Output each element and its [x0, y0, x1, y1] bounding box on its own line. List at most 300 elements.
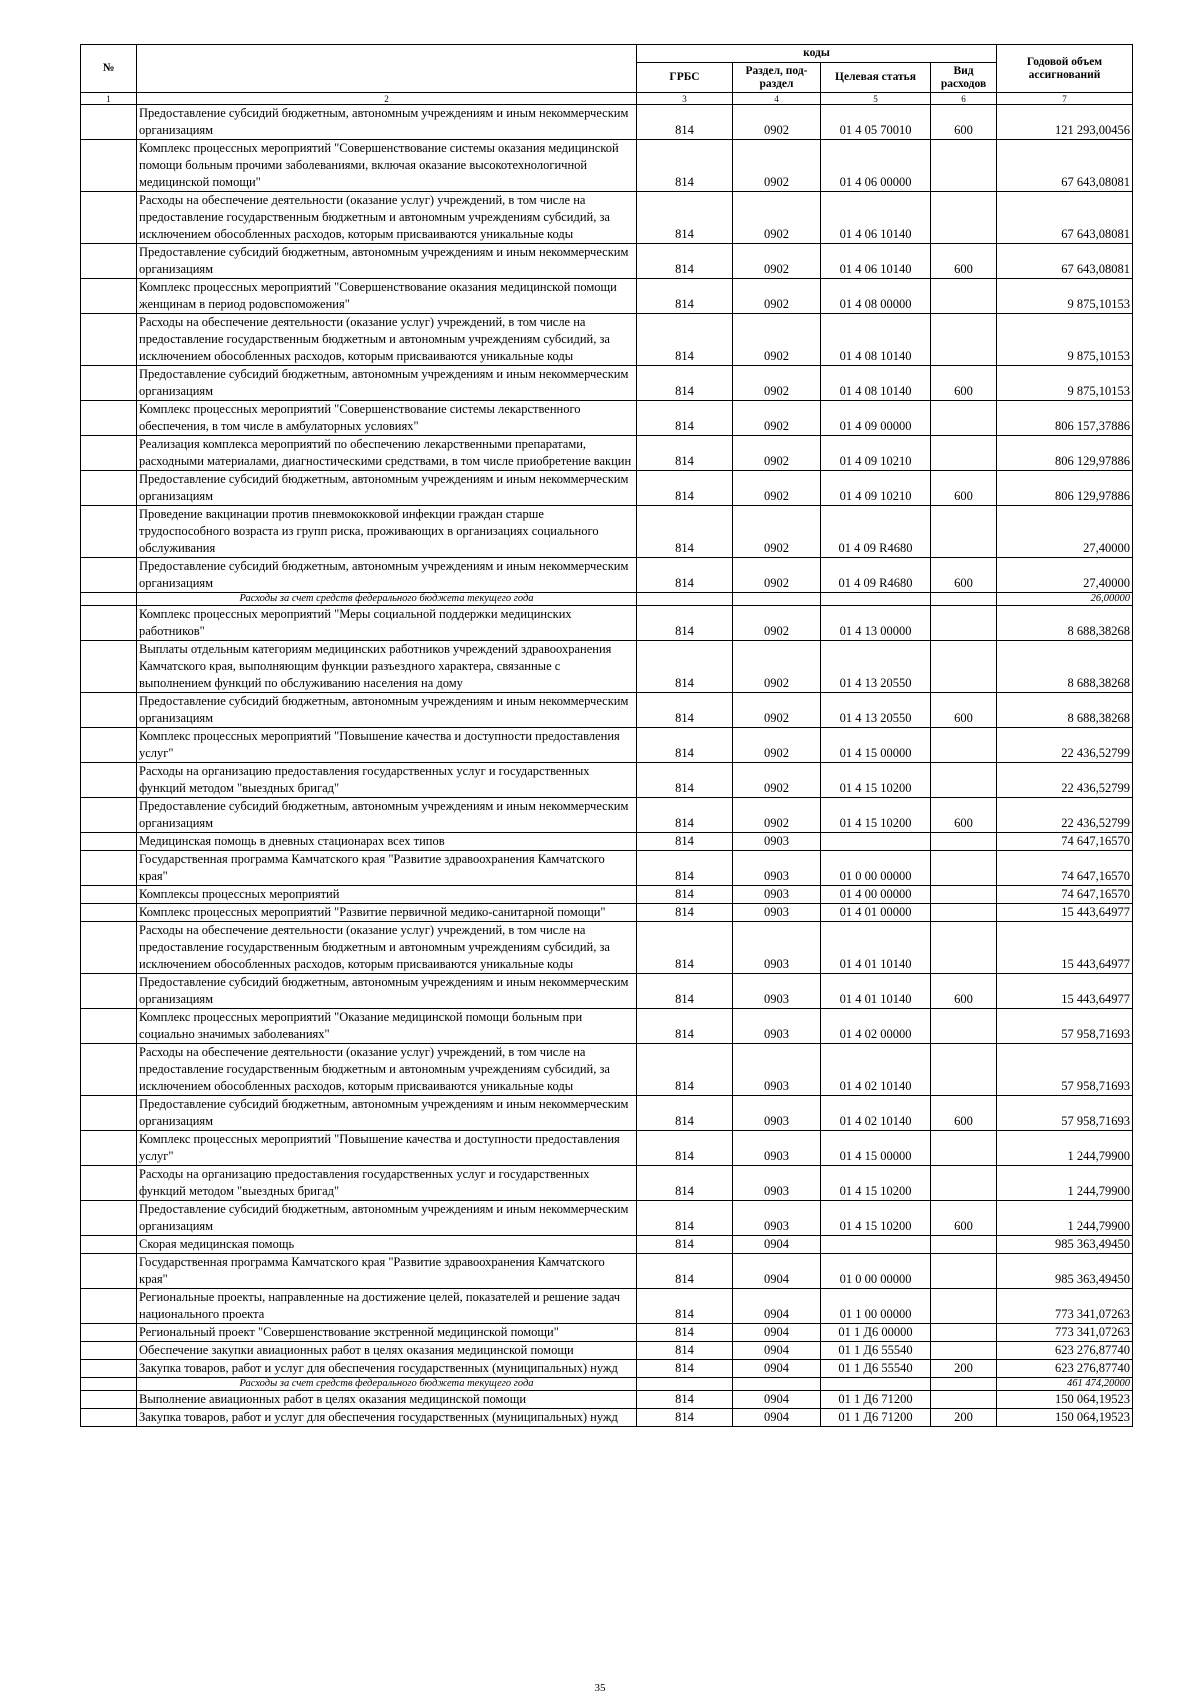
cell-no [81, 244, 137, 279]
cell-no [81, 593, 137, 606]
table-row [81, 1201, 1133, 1236]
cell-section: 0902 [733, 606, 821, 641]
cell-kind [931, 904, 997, 922]
cell-section: 0902 [733, 506, 821, 558]
cell-kind: 600 [931, 798, 997, 833]
cell-target: 01 4 01 10140 [821, 922, 931, 974]
cell-no [81, 1236, 137, 1254]
cell-name: Расходы на обеспечение деятельности (оказание услуг) учреждений, в том числе на предоставление государственным бюджетным и автономным учреждениям субсидий, за исключением обособленных расходов, которым присваиваются уникальные коды [137, 314, 637, 366]
cell-name: Выполнение авиационных работ в целях оказания медицинской помощи [137, 1391, 637, 1409]
cell-kind [931, 1044, 997, 1096]
cell-grbs: 814 [637, 693, 733, 728]
cell-target: 01 1 Д6 55540 [821, 1342, 931, 1360]
table-row [81, 401, 1133, 436]
cell-target: 01 4 06 10140 [821, 192, 931, 244]
cell-no [81, 558, 137, 593]
cell-section: 0903 [733, 851, 821, 886]
cell-section: 0902 [733, 401, 821, 436]
cell-sum: 623 276,87740 [997, 1342, 1133, 1360]
cell-kind [931, 1254, 997, 1289]
cell-grbs: 814 [637, 140, 733, 192]
table-row [81, 922, 1133, 974]
cell-grbs: 814 [637, 1044, 733, 1096]
cell-target: 01 4 15 10200 [821, 798, 931, 833]
cell-kind: 600 [931, 366, 997, 401]
cell-grbs: 814 [637, 728, 733, 763]
cell-kind [931, 1009, 997, 1044]
cell-name: Комплекс процессных мероприятий "Повышение качества и доступности предоставления услуг" [137, 728, 637, 763]
cell-no [81, 798, 137, 833]
cell-sum: 15 443,64977 [997, 974, 1133, 1009]
cell-name: Закупка товаров, работ и услуг для обеспечения государственных (муниципальных) нужд [137, 1409, 637, 1427]
cell-name: Предоставление субсидий бюджетным, автономным учреждениям и иным некоммерческим организациям [137, 366, 637, 401]
cell-section: 0904 [733, 1236, 821, 1254]
cell-grbs: 814 [637, 886, 733, 904]
header-grbs: ГРБС [637, 63, 733, 93]
cell-name: Региональный проект "Совершенствование экстренной медицинской помощи" [137, 1324, 637, 1342]
cell-name: Обеспечение закупки авиационных работ в целях оказания медицинской помощи [137, 1342, 637, 1360]
cell-no [81, 641, 137, 693]
cell-sum: 8 688,38268 [997, 606, 1133, 641]
cell-grbs: 814 [637, 922, 733, 974]
cell-section: 0904 [733, 1289, 821, 1324]
cell-section: 0903 [733, 1166, 821, 1201]
cell-target: 01 4 13 00000 [821, 606, 931, 641]
cell-name: Предоставление субсидий бюджетным, автономным учреждениям и иным некоммерческим организациям [137, 974, 637, 1009]
cell-target: 01 1 Д6 00000 [821, 1324, 931, 1342]
cell-sum: 985 363,49450 [997, 1236, 1133, 1254]
cell-no [81, 140, 137, 192]
cell-no [81, 606, 137, 641]
cell-no [81, 1254, 137, 1289]
cell-grbs: 814 [637, 1131, 733, 1166]
cell-name: Предоставление субсидий бюджетным, автономным учреждениям и иным некоммерческим организациям [137, 1096, 637, 1131]
cell-name: Предоставление субсидий бюджетным, автономным учреждениям и иным некоммерческим организациям [137, 471, 637, 506]
cell-grbs: 814 [637, 606, 733, 641]
cell-name: Комплекс процессных мероприятий "Повышение качества и доступности предоставления услуг" [137, 1131, 637, 1166]
cell-no [81, 314, 137, 366]
cell-target: 01 4 06 10140 [821, 244, 931, 279]
cell-kind: 600 [931, 1201, 997, 1236]
cell-target: 01 4 15 10200 [821, 763, 931, 798]
cell-no [81, 1289, 137, 1324]
cell-grbs: 814 [637, 1096, 733, 1131]
cell-kind [931, 606, 997, 641]
cell-grbs: 814 [637, 833, 733, 851]
cell-section: 0902 [733, 763, 821, 798]
cell-section: 0904 [733, 1324, 821, 1342]
cell-kind [931, 833, 997, 851]
cell-target: 01 4 00 00000 [821, 886, 931, 904]
table-row [81, 366, 1133, 401]
cell-kind [931, 1391, 997, 1409]
cell-grbs: 814 [637, 105, 733, 140]
table-row [81, 1360, 1133, 1378]
cell-no [81, 693, 137, 728]
cell-grbs: 814 [637, 471, 733, 506]
cell-section: 0903 [733, 1009, 821, 1044]
cell-sum: 67 643,08081 [997, 140, 1133, 192]
cell-target: 01 4 09 00000 [821, 401, 931, 436]
cell-section: 0902 [733, 244, 821, 279]
cell-no [81, 1378, 137, 1391]
table-row [81, 606, 1133, 641]
cell-section: 0902 [733, 728, 821, 763]
cell-name: Комплексы процессных мероприятий [137, 886, 637, 904]
table-row [81, 1324, 1133, 1342]
cell-sum: 67 643,08081 [997, 192, 1133, 244]
cell-name: Расходы за счет средств федерального бюджета текущего года [137, 593, 637, 606]
cell-kind: 200 [931, 1409, 997, 1427]
cell-section: 0903 [733, 1044, 821, 1096]
cell-target: 01 0 00 00000 [821, 851, 931, 886]
cell-grbs: 814 [637, 851, 733, 886]
cell-kind [931, 1166, 997, 1201]
cell-section: 0904 [733, 1254, 821, 1289]
cell-sum: 9 875,10153 [997, 366, 1133, 401]
cell-section: 0903 [733, 1096, 821, 1131]
cell-target: 01 4 01 00000 [821, 904, 931, 922]
cell-kind [931, 1324, 997, 1342]
cell-no [81, 1409, 137, 1427]
cell-target: 01 4 02 10140 [821, 1096, 931, 1131]
table-body [81, 105, 1133, 1427]
cell-target: 01 4 15 00000 [821, 728, 931, 763]
cell-target: 01 4 09 R4680 [821, 506, 931, 558]
cell-sum: 57 958,71693 [997, 1009, 1133, 1044]
cell-sum: 461 474,20000 [997, 1378, 1133, 1391]
cell-section: 0903 [733, 922, 821, 974]
cell-name: Комплекс процессных мероприятий "Совершенствование оказания медицинской помощи женщинам в период родовспоможения" [137, 279, 637, 314]
cell-kind [931, 851, 997, 886]
cell-grbs: 814 [637, 436, 733, 471]
cell-grbs: 814 [637, 1324, 733, 1342]
cell-section: 0902 [733, 366, 821, 401]
cell-target: 01 4 09 10210 [821, 471, 931, 506]
page-number: 35 [594, 1682, 606, 1694]
colnum-5: 5 [821, 93, 931, 105]
cell-no [81, 1166, 137, 1201]
header-section: Раздел, под-раздел [733, 63, 821, 93]
cell-kind: 600 [931, 471, 997, 506]
header-volume: Годовой объем ассигнований [997, 45, 1133, 93]
cell-no [81, 763, 137, 798]
cell-sum: 150 064,19523 [997, 1409, 1133, 1427]
table-row [81, 1096, 1133, 1131]
table-row [81, 763, 1133, 798]
cell-target: 01 4 15 00000 [821, 1131, 931, 1166]
cell-grbs: 814 [637, 1342, 733, 1360]
cell-kind: 200 [931, 1360, 997, 1378]
cell-name: Комплекс процессных мероприятий "Совершенствование системы лекарственного обеспечения, в том числе в амбулаторных условиях" [137, 401, 637, 436]
cell-section: 0904 [733, 1342, 821, 1360]
cell-name: Закупка товаров, работ и услуг для обеспечения государственных (муниципальных) нужд [137, 1360, 637, 1378]
table-row [81, 1044, 1133, 1096]
cell-grbs: 814 [637, 558, 733, 593]
cell-target: 01 4 09 R4680 [821, 558, 931, 593]
cell-target: 01 1 Д6 71200 [821, 1391, 931, 1409]
cell-sum: 9 875,10153 [997, 314, 1133, 366]
cell-section: 0903 [733, 1131, 821, 1166]
header-kind: Вид расходов [931, 63, 997, 93]
cell-sum: 57 958,71693 [997, 1096, 1133, 1131]
cell-kind [931, 314, 997, 366]
cell-grbs: 814 [637, 974, 733, 1009]
cell-section: 0902 [733, 279, 821, 314]
cell-name: Медицинская помощь в дневных стационарах всех типов [137, 833, 637, 851]
cell-name: Комплекс процессных мероприятий "Меры социальной поддержки медицинских работников" [137, 606, 637, 641]
cell-no [81, 1342, 137, 1360]
cell-kind [931, 763, 997, 798]
table-row [81, 1391, 1133, 1409]
cell-grbs: 814 [637, 314, 733, 366]
cell-kind [931, 506, 997, 558]
table-row [81, 1131, 1133, 1166]
cell-sum: 74 647,16570 [997, 851, 1133, 886]
table-row [81, 436, 1133, 471]
cell-target: 01 4 06 00000 [821, 140, 931, 192]
cell-kind: 600 [931, 693, 997, 728]
cell-no [81, 974, 137, 1009]
cell-target: 01 4 15 10200 [821, 1201, 931, 1236]
cell-section: 0902 [733, 558, 821, 593]
cell-no [81, 1324, 137, 1342]
table-row [81, 558, 1133, 593]
cell-name: Комплекс процессных мероприятий "Совершенствование системы оказания медицинской помощи больным прочими заболеваниями, включая оказание высокотехнологичной медицинской помощи" [137, 140, 637, 192]
cell-name: Расходы за счет средств федерального бюджета текущего года [137, 1378, 637, 1391]
cell-no [81, 833, 137, 851]
table-row [81, 314, 1133, 366]
table-row [81, 1409, 1133, 1427]
cell-target: 01 4 13 20550 [821, 641, 931, 693]
subtotal-row [81, 593, 1133, 606]
cell-sum: 806 157,37886 [997, 401, 1133, 436]
table-row [81, 244, 1133, 279]
cell-section: 0902 [733, 436, 821, 471]
cell-no [81, 904, 137, 922]
cell-kind [931, 886, 997, 904]
cell-target: 01 4 15 10200 [821, 1166, 931, 1201]
cell-kind [931, 140, 997, 192]
cell-no [81, 1391, 137, 1409]
cell-section: 0903 [733, 833, 821, 851]
cell-section: 0902 [733, 192, 821, 244]
cell-kind [931, 1342, 997, 1360]
cell-section: 0902 [733, 471, 821, 506]
cell-grbs: 814 [637, 763, 733, 798]
table-row [81, 279, 1133, 314]
cell-kind: 600 [931, 105, 997, 140]
colnum-6: 6 [931, 93, 997, 105]
table-row [81, 506, 1133, 558]
cell-kind [931, 728, 997, 763]
cell-sum: 121 293,00456 [997, 105, 1133, 140]
cell-grbs: 814 [637, 798, 733, 833]
cell-target [821, 833, 931, 851]
table-row [81, 833, 1133, 851]
colnum-4: 4 [733, 93, 821, 105]
table-row [81, 728, 1133, 763]
cell-no [81, 1044, 137, 1096]
cell-sum: 57 958,71693 [997, 1044, 1133, 1096]
cell-sum: 74 647,16570 [997, 886, 1133, 904]
cell-sum: 8 688,38268 [997, 693, 1133, 728]
cell-kind [931, 1289, 997, 1324]
table-row [81, 1254, 1133, 1289]
table-row [81, 974, 1133, 1009]
header-codes: коды [637, 45, 997, 63]
header-target: Целевая статья [821, 63, 931, 93]
table-row [81, 140, 1133, 192]
cell-section: 0904 [733, 1391, 821, 1409]
cell-kind [931, 279, 997, 314]
cell-no [81, 1009, 137, 1044]
cell-name: Предоставление субсидий бюджетным, автономным учреждениям и иным некоммерческим организациям [137, 244, 637, 279]
colnum-1: 1 [81, 93, 137, 105]
table-row [81, 886, 1133, 904]
cell-target [821, 1236, 931, 1254]
cell-no [81, 279, 137, 314]
cell-section: 0903 [733, 886, 821, 904]
cell-name: Расходы на организацию предоставления государственных услуг и государственных функций методом "выездных бригад" [137, 763, 637, 798]
table-row [81, 1342, 1133, 1360]
header-name [137, 45, 637, 93]
cell-sum: 22 436,52799 [997, 728, 1133, 763]
cell-kind: 600 [931, 974, 997, 1009]
cell-name: Предоставление субсидий бюджетным, автономным учреждениям и иным некоммерческим организациям [137, 558, 637, 593]
cell-section: 0902 [733, 798, 821, 833]
table-row [81, 1009, 1133, 1044]
cell-no [81, 471, 137, 506]
cell-no [81, 1096, 137, 1131]
cell-no [81, 192, 137, 244]
document-page [80, 44, 1132, 1427]
cell-kind [931, 401, 997, 436]
cell-name: Реализация комплекса мероприятий по обеспечению лекарственными препаратами, расходными материалами, диагностическими средствами, в том числе приобретение вакцин [137, 436, 637, 471]
cell-no [81, 851, 137, 886]
cell-no [81, 506, 137, 558]
cell-section: 0902 [733, 105, 821, 140]
cell-kind [931, 641, 997, 693]
cell-kind [931, 1131, 997, 1166]
cell-name: Предоставление субсидий бюджетным, автономным учреждениям и иным некоммерческим организациям [137, 1201, 637, 1236]
cell-target: 01 1 Д6 55540 [821, 1360, 931, 1378]
cell-name: Государственная программа Камчатского края "Развитие здравоохранения Камчатского края" [137, 851, 637, 886]
cell-sum: 15 443,64977 [997, 922, 1133, 974]
cell-sum: 985 363,49450 [997, 1254, 1133, 1289]
table-row [81, 1166, 1133, 1201]
cell-grbs: 814 [637, 279, 733, 314]
cell-grbs: 814 [637, 1391, 733, 1409]
cell-grbs: 814 [637, 1289, 733, 1324]
cell-target: 01 4 01 10140 [821, 974, 931, 1009]
cell-name: Государственная программа Камчатского края "Развитие здравоохранения Камчатского края" [137, 1254, 637, 1289]
cell-grbs: 814 [637, 1236, 733, 1254]
colnum-7: 7 [997, 93, 1133, 105]
table-row [81, 192, 1133, 244]
cell-no [81, 922, 137, 974]
cell-name: Предоставление субсидий бюджетным, автономным учреждениям и иным некоммерческим организациям [137, 693, 637, 728]
cell-no [81, 401, 137, 436]
cell-name: Расходы на организацию предоставления государственных услуг и государственных функций методом "выездных бригад" [137, 1166, 637, 1201]
cell-no [81, 886, 137, 904]
cell-name: Расходы на обеспечение деятельности (оказание услуг) учреждений, в том числе на предоставление государственным бюджетным и автономным учреждениям субсидий, за исключением обособленных расходов, которым присваиваются уникальные коды [137, 922, 637, 974]
cell-grbs: 814 [637, 1360, 733, 1378]
cell-name: Предоставление субсидий бюджетным, автономным учреждениям и иным некоммерческим организациям [137, 798, 637, 833]
cell-sum: 806 129,97886 [997, 471, 1133, 506]
cell-target: 01 4 08 10140 [821, 314, 931, 366]
cell-sum: 773 341,07263 [997, 1324, 1133, 1342]
cell-name: Комплекс процессных мероприятий "Оказание медицинской помощи больным при социально значимых заболеваниях" [137, 1009, 637, 1044]
cell-sum: 1 244,79900 [997, 1166, 1133, 1201]
cell-grbs: 814 [637, 1254, 733, 1289]
cell-no [81, 436, 137, 471]
cell-section: 0903 [733, 904, 821, 922]
cell-target: 01 4 13 20550 [821, 693, 931, 728]
cell-grbs: 814 [637, 1409, 733, 1427]
cell-no [81, 1131, 137, 1166]
cell-no [81, 728, 137, 763]
cell-kind: 600 [931, 1096, 997, 1131]
cell-section: 0903 [733, 974, 821, 1009]
cell-section: 0904 [733, 1409, 821, 1427]
cell-name: Скорая медицинская помощь [137, 1236, 637, 1254]
cell-sum: 1 244,79900 [997, 1131, 1133, 1166]
cell-target: 01 1 Д6 71200 [821, 1409, 931, 1427]
cell-sum: 806 129,97886 [997, 436, 1133, 471]
table-row [81, 693, 1133, 728]
cell-grbs: 814 [637, 506, 733, 558]
cell-sum: 623 276,87740 [997, 1360, 1133, 1378]
cell-target: 01 4 08 10140 [821, 366, 931, 401]
cell-target: 01 1 00 00000 [821, 1289, 931, 1324]
cell-name: Выплаты отдельным категориям медицинских работников учреждений здравоохранения Камчатского края, выполняющим функции разъездного характера, связанные с выполнением функций по обслуживанию населения на дому [137, 641, 637, 693]
cell-section: 0902 [733, 314, 821, 366]
cell-no [81, 1201, 137, 1236]
cell-no [81, 366, 137, 401]
cell-section: 0902 [733, 693, 821, 728]
cell-section: 0902 [733, 641, 821, 693]
cell-sum: 67 643,08081 [997, 244, 1133, 279]
cell-sum: 8 688,38268 [997, 641, 1133, 693]
cell-sum: 26,00000 [997, 593, 1133, 606]
cell-grbs: 814 [637, 1009, 733, 1044]
cell-section: 0904 [733, 1360, 821, 1378]
table-row [81, 798, 1133, 833]
cell-name: Предоставление субсидий бюджетным, автономным учреждениям и иным некоммерческим организациям [137, 105, 637, 140]
cell-name: Расходы на обеспечение деятельности (оказание услуг) учреждений, в том числе на предоставление государственным бюджетным и автономным учреждениям субсидий, за исключением обособленных расходов, которым присваиваются уникальные коды [137, 1044, 637, 1096]
table-row [81, 1289, 1133, 1324]
cell-sum: 22 436,52799 [997, 798, 1133, 833]
cell-section: 0902 [733, 140, 821, 192]
subtotal-row [81, 1378, 1133, 1391]
cell-target: 01 0 00 00000 [821, 1254, 931, 1289]
cell-section: 0903 [733, 1201, 821, 1236]
table-row [81, 105, 1133, 140]
cell-sum: 27,40000 [997, 558, 1133, 593]
cell-target: 01 4 09 10210 [821, 436, 931, 471]
cell-sum: 150 064,19523 [997, 1391, 1133, 1409]
budget-table [80, 44, 1133, 1427]
cell-grbs: 814 [637, 904, 733, 922]
cell-sum: 22 436,52799 [997, 763, 1133, 798]
colnum-3: 3 [637, 93, 733, 105]
cell-name: Расходы на обеспечение деятельности (оказание услуг) учреждений, в том числе на предоставление государственным бюджетным и автономным учреждениям субсидий, за исключением обособленных расходов, которым присваиваются уникальные коды [137, 192, 637, 244]
cell-sum: 9 875,10153 [997, 279, 1133, 314]
cell-grbs: 814 [637, 192, 733, 244]
cell-grbs: 814 [637, 401, 733, 436]
cell-grbs: 814 [637, 244, 733, 279]
